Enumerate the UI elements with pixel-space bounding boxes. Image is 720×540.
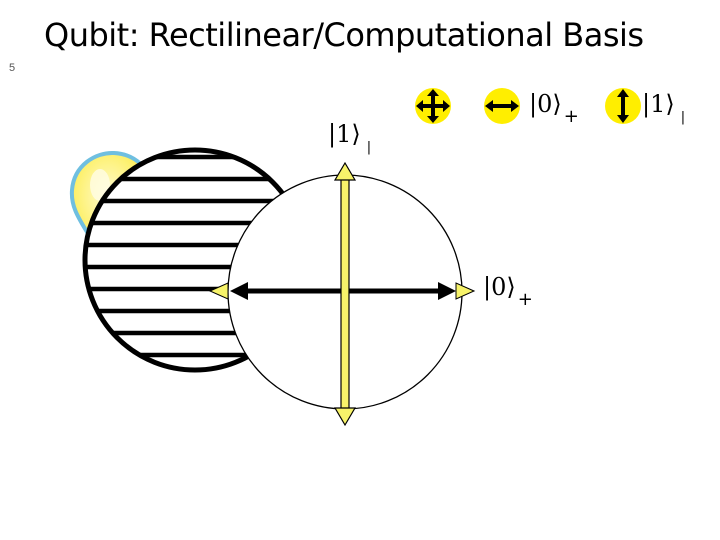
vertical-state-basis: |: [366, 140, 372, 155]
horizontal-arrow-icon: [484, 88, 520, 124]
vertical-state-label: [328, 120, 372, 155]
legend-ket-zero: [529, 90, 579, 127]
slide-number: 5: [9, 62, 16, 74]
slide-title: Qubit: Rectilinear/Computational Basis: [44, 16, 644, 54]
four-way-arrow-icon: [415, 88, 451, 124]
vertical-arrow-icon: [605, 88, 641, 124]
legend-ket-zero-basis: +: [563, 106, 579, 127]
legend-ket-one-symbol: |1⟩: [642, 90, 675, 118]
legend-ket-one: [642, 90, 686, 125]
legend-ket-one-basis: |: [680, 110, 686, 125]
vertical-state-ket: |1⟩: [328, 120, 361, 148]
horizontal-state-ket: |0⟩: [483, 273, 516, 301]
horizontal-state-basis: +: [517, 289, 533, 310]
horizontal-state-label: [483, 273, 533, 310]
legend-ket-zero-symbol: |0⟩: [529, 90, 562, 118]
